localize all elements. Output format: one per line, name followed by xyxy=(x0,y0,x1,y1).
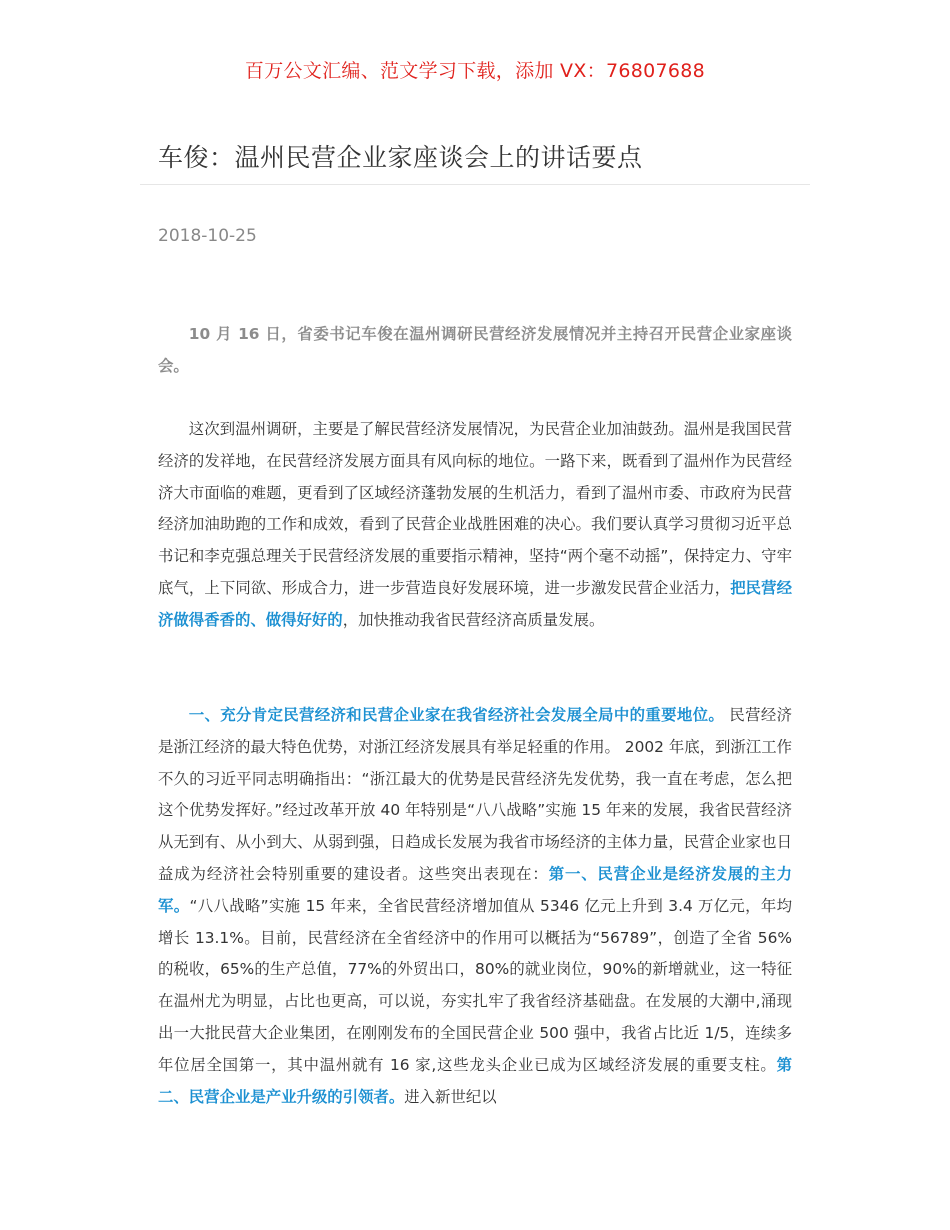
highlight-text: 第二、民营企业是产业升级的引领者。 xyxy=(158,1055,792,1106)
paragraph-text: ，加快推动我省民营经济高质量发展。 xyxy=(342,610,605,629)
paragraph-text: 民营经济是浙江经济的最大特色优势，对浙江经济发展具有举足轻重的作用。 2002 年底，到浙江工作不久的习近平同志明确指出：“浙江最大的优势是民营经济先发优势，我一直在考虑，怎么把这个优势发挥好。”经过改革开放 40 年特别是“八八战略”实施 15 年来的发展，我省民营经济从无到有、从小到大、从弱到强，日趋成长发展为我省市场经济的主体力量，民营企业家也日益成为经济社会特别重要的建设者。这些突出表现在： xyxy=(158,706,792,883)
highlight-text: 把民营经济做得香香的、做得好好的 xyxy=(158,578,792,629)
body-paragraph-1 xyxy=(158,414,792,637)
paragraph-text: “八八战略”实施 15 年来，全省民营经济增加值从 5346 亿元上升到 3.4 万亿元，年均增长 13.1%。目前，民营经济在全省经济中的作用可以概括为“56789”，创造了全省 56%的税收，65%的生产总值，77%的外贸出口，80%的就业岗位，90%的新增就业，这一特征在温州尤为明显，占比也更高，可以说，夯实扎牢了我省经济基础盘。在发展的大潮中,涌现出一大批民营大企业集团，在刚刚发布的全国民营企业 500 强中，我省占比近 1/5，连续多年位居全国第一，其中温州就有 16 家,这些龙头企业已成为区域经济发展的重要支柱。 xyxy=(158,896,792,1074)
publish-date: 2018-10-25 xyxy=(158,226,257,246)
lead-paragraph: 10 月 16 日，省委书记车俊在温州调研民营经济发展情况并主持召开民营企业家座谈会。 xyxy=(158,325,792,375)
title-divider xyxy=(140,184,810,185)
promo-banner: 百万公文汇编、范文学习下载，添加 VX：76807688 xyxy=(244,60,706,82)
article-title: 车俊：温州民营企业家座谈会上的讲话要点 xyxy=(158,143,643,172)
section-heading: 一、充分肯定民营经济和民营企业家在我省经济社会发展全局中的重要地位。 xyxy=(188,706,725,724)
paragraph-text: 进入新世纪以 xyxy=(404,1087,497,1106)
body-paragraph-2 xyxy=(158,700,792,1113)
paragraph-text: 这次到温州调研，主要是了解民营经济发展情况，为民营企业加油鼓劲。温州是我国民营经济的发祥地，在民营经济发展方面具有风向标的地位。一路下来，既看到了温州作为民营经济大市面临的难题，更看到了区域经济蓬勃发展的生机活力，看到了温州市委、市政府为民营经济加油助跑的工作和成效，看到了民营企业战胜困难的决心。我们要认真学习贯彻习近平总书记和李克强总理关于民营经济发展的重要指示精神，坚持“两个毫不动摇”，保持定力、守牢底气，上下同欲、形成合力，进一步营造良好发展环境，进一步激发民营企业活力， xyxy=(158,420,792,597)
highlight-text: 第一、民营企业是经济发展的主力军。 xyxy=(158,864,792,915)
